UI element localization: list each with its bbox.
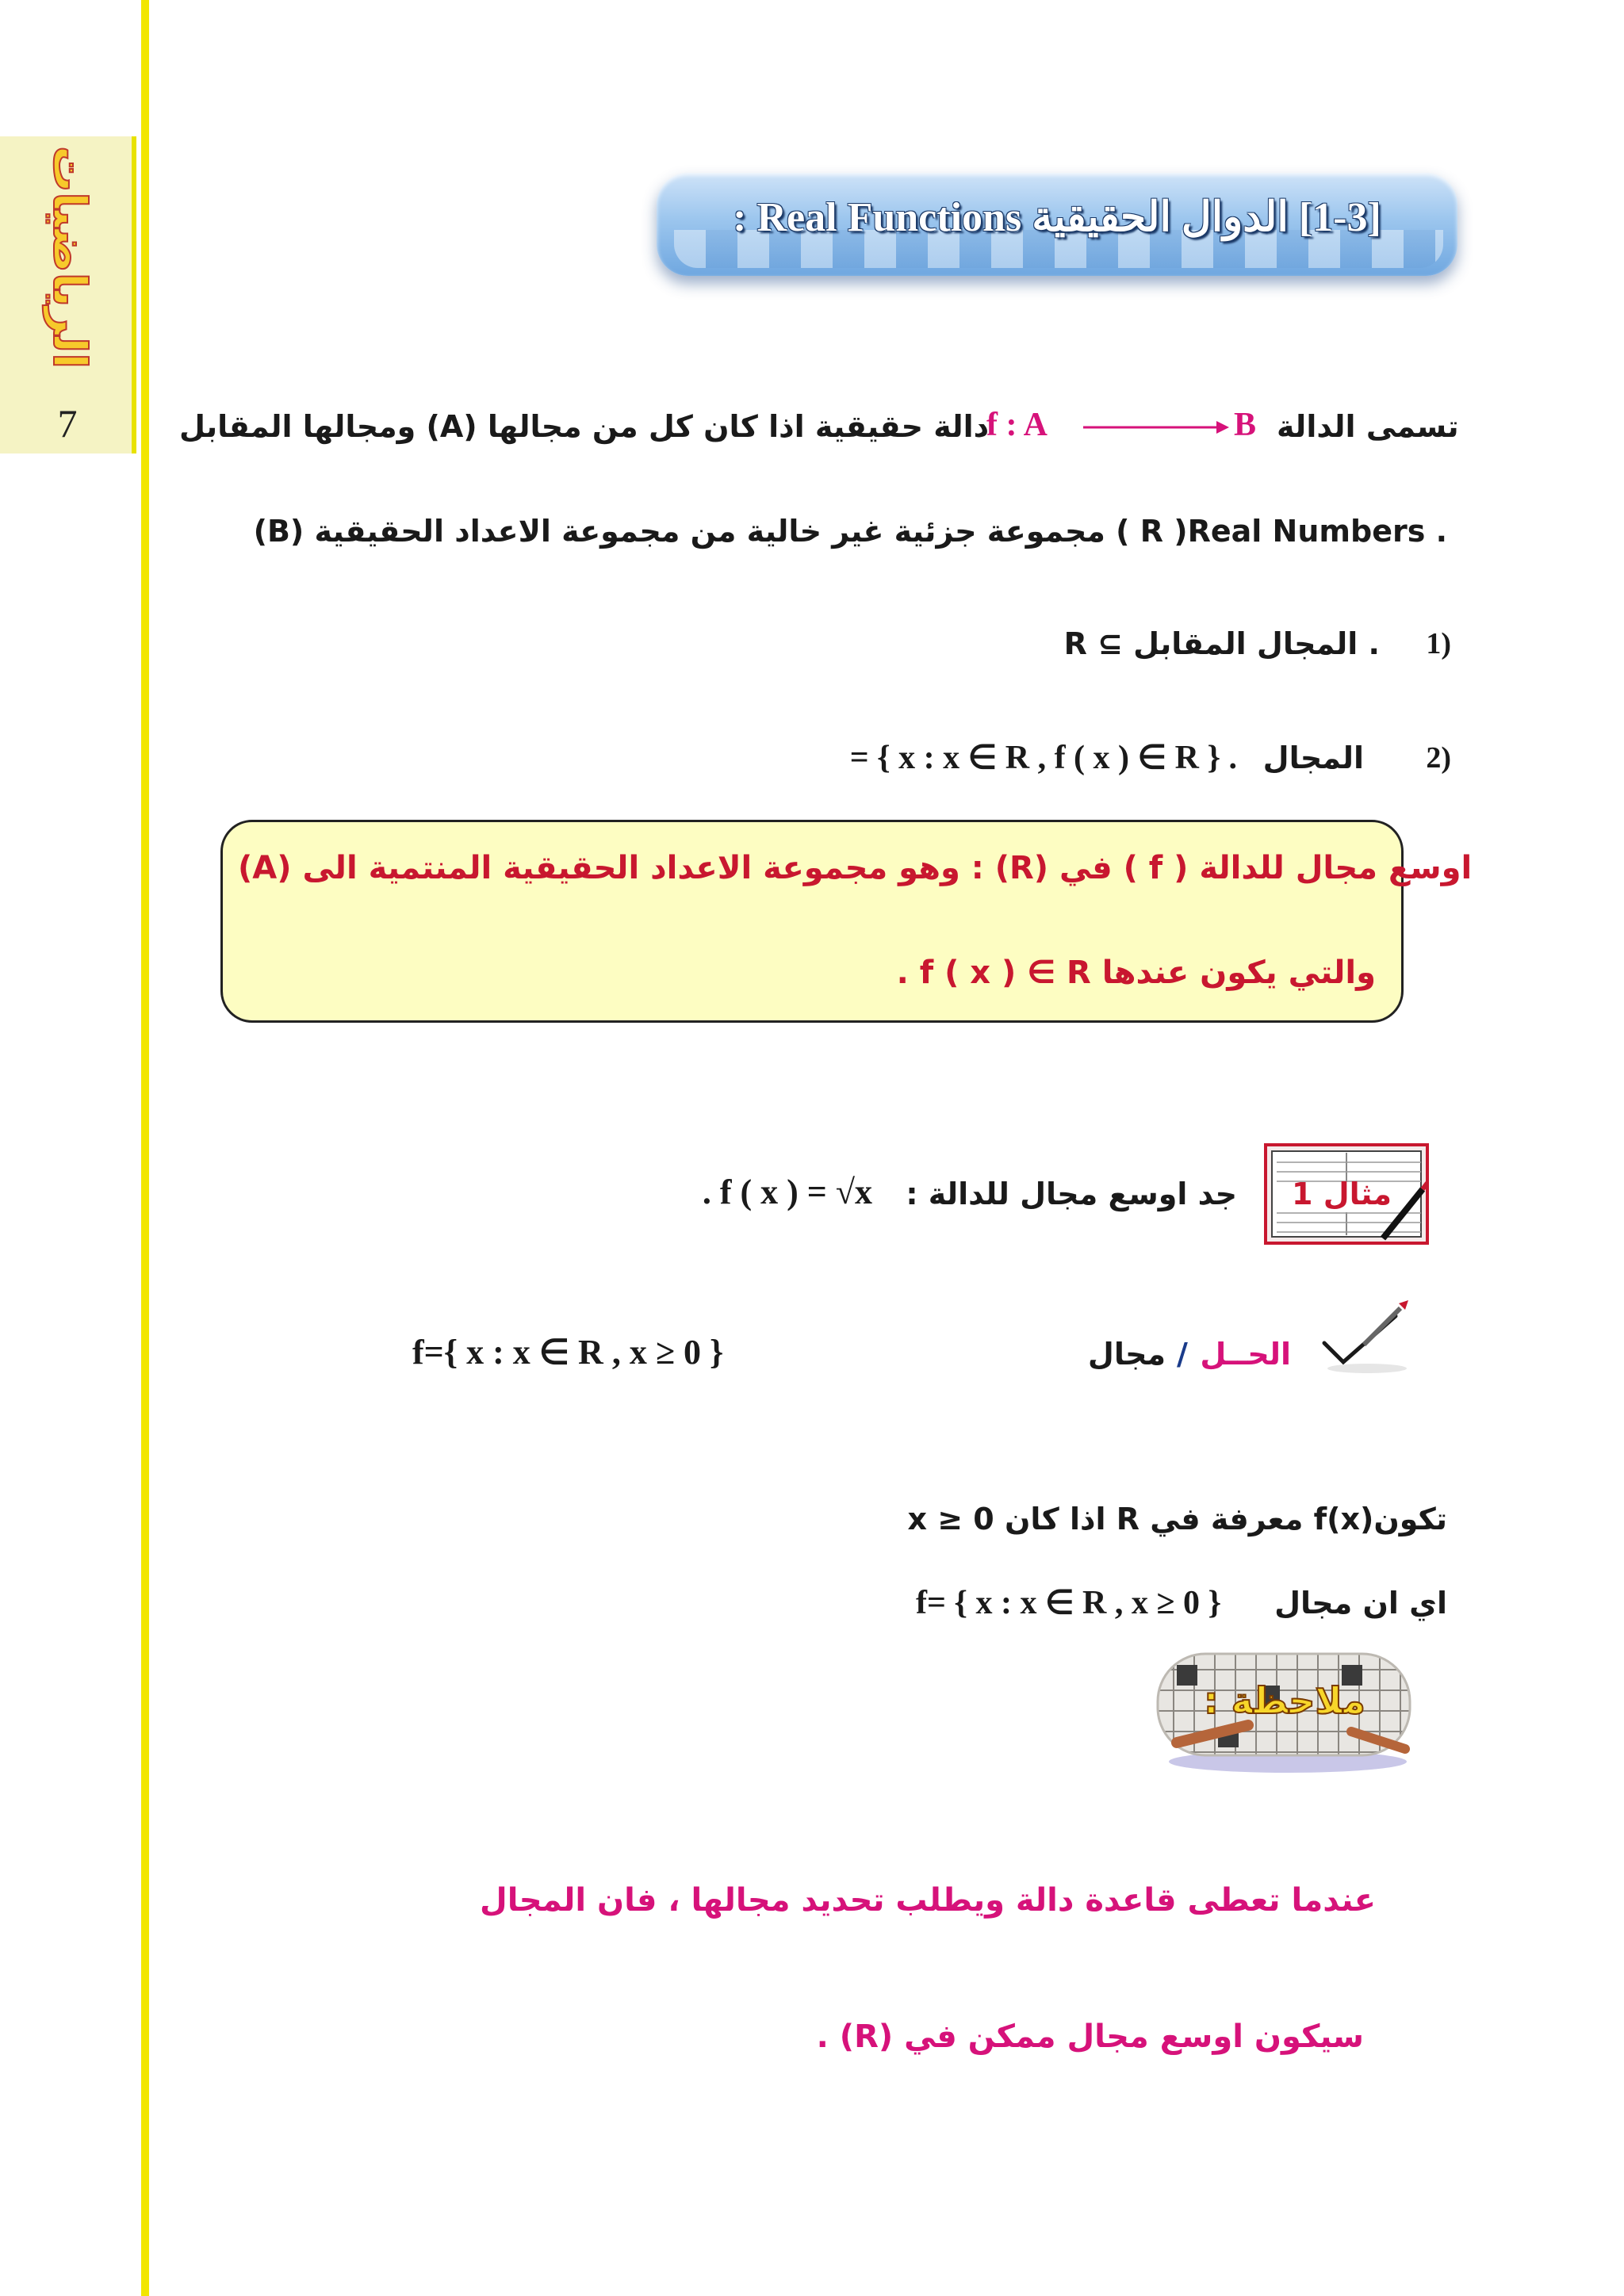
- solution-domain-set: f={ x : x ∈ R , x ≥ 0 }: [412, 1333, 724, 1372]
- definition-line1-end: دالة حقيقية اذا كان كل من مجالها (A) ومجالها المقابل: [179, 409, 990, 444]
- section-title-text: [1-3] الدوال الحقيقية Real Functions :: [733, 195, 1381, 240]
- solution-slash: /: [1177, 1337, 1188, 1372]
- example-function: . f ( x ) = √x: [702, 1173, 872, 1211]
- codomain-B: B: [1234, 407, 1257, 443]
- solution-label: الحــل: [1200, 1337, 1291, 1372]
- note-box-line1: اوسع مجال للدالة ( f ) في (R) : وهو مجموعة الاعداد الحقيقية المنتمية الى (A): [238, 850, 1473, 886]
- item2-label: المجال: [1262, 740, 1364, 775]
- item2-number: 2): [1426, 741, 1451, 775]
- solution-result-set: f= { x : x ∈ R , x ≥ 0 }: [916, 1585, 1221, 1621]
- side-title-text: الرياضيات: [43, 146, 97, 369]
- margin-line: [141, 0, 149, 2296]
- item2-set: = { x : x ∈ R , f ( x ) ∈ R } .: [849, 740, 1237, 776]
- remark-line2: سيكون اوسع مجال ممكن في (R) .: [816, 2019, 1364, 2055]
- remark-line1: عندما تعطى قاعدة دالة ويطلب تحديد مجالها ، فان المجال: [480, 1882, 1376, 1919]
- solution-domain-word: مجال: [1087, 1337, 1166, 1372]
- example-prompt: جد اوسع مجال للدالة :: [906, 1177, 1237, 1211]
- solution-explanation: تكونf(x) معرفة في R اذا كان x ≥ 0: [907, 1502, 1447, 1536]
- solution-result-text: اي ان مجال: [1274, 1586, 1447, 1621]
- item1-number: 1): [1426, 627, 1451, 660]
- side-title: [38, 146, 102, 369]
- item1-text: R ⊆ المجال المقابل .: [1063, 626, 1380, 661]
- definition-line2: (B) مجموعة جزئية غير خالية من مجموعة الاعداد الحقيقية ( R )Real Numbers .: [253, 514, 1447, 549]
- note-box-line2: والتي يكون عندها f ( x ) ∈ R .: [896, 955, 1376, 991]
- remark-badge: ملاحظة :: [1204, 1679, 1365, 1722]
- arrow-icon: [1080, 417, 1231, 438]
- section-title: [665, 184, 1450, 251]
- page-number: 7: [57, 401, 78, 446]
- definition-line1-start: تسمى الدالة: [1277, 409, 1459, 444]
- checkmark-icon: [1316, 1295, 1411, 1375]
- example-badge: مثال 1: [1292, 1177, 1392, 1211]
- function-f-A: f : A: [986, 407, 1048, 443]
